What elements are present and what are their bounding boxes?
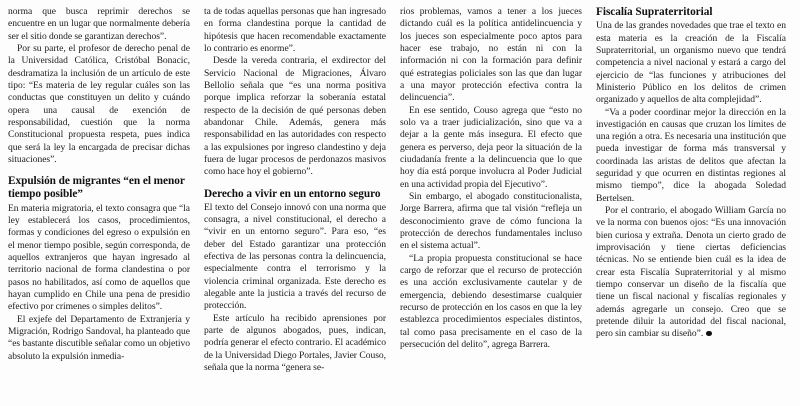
paragraph: En ese sentido, Couso agrega que “esto no solo va a traer judicialización, sino que va a dejar a la gente más insegura. El efecto que genera es perverso, deja peor la situación de la ciudadanía frente a la delincuencia que lo que hoy día está porque involucra al Poder Judicial en una actividad propia del Ejecutivo”. (400, 104, 582, 190)
end-of-article-mark (706, 331, 712, 337)
paragraph: El texto del Consejo innovó con una norma que consagra, a nivel constitucional, el derecho a “vivir en un entorno seguro”. Para eso, “es deber del Estado garantizar una protección efectiva de las personas contra la delincuencia, especialmente contra el terrorismo y la violencia criminal organizada. Este derecho es alegable ante la justicia a través del recurso de protección. (204, 201, 386, 312)
paragraph-final (596, 205, 786, 341)
paragraph: “Va a poder coordinar mejor la dirección en la investigación en causas que cruzan los límites de una región a otra. Es necesaria una institución que pueda investigar de forma más transversal y coordinada las aristas de delitos que afectan la seguridad y que ocurren en distintas regiones al mismo tiempo”, dice la abogada Soledad Bertelsen. (596, 106, 786, 204)
text-column-2 (204, 6, 386, 404)
text-column-3 (400, 6, 582, 404)
paragraph-text: Por el contrario, el abogado William García no ve la norma con buenos ojos: “Es una innovación bien curiosa y extraña. Denota un cierto grado de improvisación y tiene ciertas deficiencias técnicas. No se entiende bien cuál es la idea de crear esta Fiscalía Supraterritorial y al mismo tiempo conservar un diseño de la fiscalía que tiene un fiscal nacional y fiscalías regionales y además agregarle un consejo. Creo que se pretende diluir la autoridad del fiscal nacional, pero sin cambiar su diseño”. (596, 205, 786, 340)
paragraph: norma que busca reprimir derechos se encuentre en un lugar que normalmente debería ser el sitio donde se garantizan derechos”. (8, 6, 190, 42)
text-column-1 (8, 6, 190, 404)
spacer (8, 166, 190, 175)
paragraph: “La propia propuesta constitucional se hace cargo de reforzar que el recurso de protección es una acción exclusivamente cautelar y de emergencia, debiendo desestimarse cualquier recurso de protección en los casos en que la ley establezca procedimientos especiales distintos, tal como pasa precisamente en el caso de la persecución del delito”, agrega Barrera. (400, 252, 582, 350)
paragraph: El exjefe del Departamento de Extranjería y Migración, Rodrigo Sandoval, ha planteado que “es bastante discutible señalar como un objetivo absoluto la expulsión inmedia- (8, 313, 190, 362)
paragraph: Este artículo ha recibido aprensiones por parte de algunos abogados, pues, indican, podría generar el efecto contrario. El académico de la Universidad Diego Portales, Javier Couso, señala que la norma “genera se- (204, 312, 386, 374)
paragraph: rios problemas, vamos a tener a los jueces dictando cuál es la política antidelincuencia y los jueces son especialmente poco aptos para hacer ese trabajo, no están ni con la información ni con la formación para definir qué estrategias policiales son las que dan lugar a una mayor protección efectiva contra la delincuencia”. (400, 6, 582, 104)
text-column-4 (596, 6, 786, 404)
paragraph: Una de las grandes novedades que trae el texto en esta materia es la creación de la Fiscalía Supraterritorial, un organismo nuevo que tendrá competencia a nivel nacional y estará a cargo del ejercicio de “las funciones y atribuciones del Ministerio Público en los delitos de crimen organizado y aquellos de alta complejidad”. (596, 20, 786, 106)
paragraph: Por su parte, el profesor de derecho penal de la Universidad Católica, Cristóbal Bonacic, desdramatiza la inclusión de un artículo de este tipo: “Es materia de ley regular cuáles son las conductas que constituyen un delito y cuándo opera una causal de exención de responsabilidad, cuestión que la norma Constitucional propuesta respeta, pues indica que será la ley la encargada de precisar dichas situaciones”. (8, 42, 190, 165)
section-heading: Fiscalía Supraterritorial (596, 6, 713, 18)
section-heading: Derecho a vivir en un entorno seguro (204, 187, 381, 200)
paragraph: Desde la vereda contraria, el exdirector del Servicio Nacional de Migraciones, Álvaro Bellolio señala que “es una norma positiva porque implica reforzar la soberanía estatal respecto de la decisión de qué personas deben abandonar Chile. Además, genera más responsabilidad en las autoridades con respecto a las expulsiones por ingreso clandestino y deja fuera de lugar procesos de perdonazos masivos como hace hoy el gobierno”. (204, 55, 386, 178)
spacer (204, 179, 386, 188)
paragraph: En materia migratoria, el texto consagra que “la ley establecerá los casos, procedimientos, formas y condiciones del egreso o expulsión en el menor tiempo posible, según corresponda, de aquellos extranjeros que hayan ingresado al territorio nacional de forma clandestina o por pasos no habilitados, así como de aquellos que hayan cumplido en Chile una pena de presidio efectivo por crímenes o simples delitos”. (8, 202, 190, 313)
paragraph: Sin embargo, el abogado constitucionalista, Jorge Barrera, afirma que tal visión “refleja un desconocimiento grave de cómo funciona la protección de derechos fundamentales incluso en el sistema actual”. (400, 190, 582, 252)
section-heading: Expulsión de migrantes “en el menor tiempo posible” (8, 175, 185, 201)
paragraph: ta de todas aquellas personas que han ingresado en forma clandestina porque la cantidad de hipótesis que hacen recomendable exactamente lo contrario es enorme”. (204, 6, 386, 54)
